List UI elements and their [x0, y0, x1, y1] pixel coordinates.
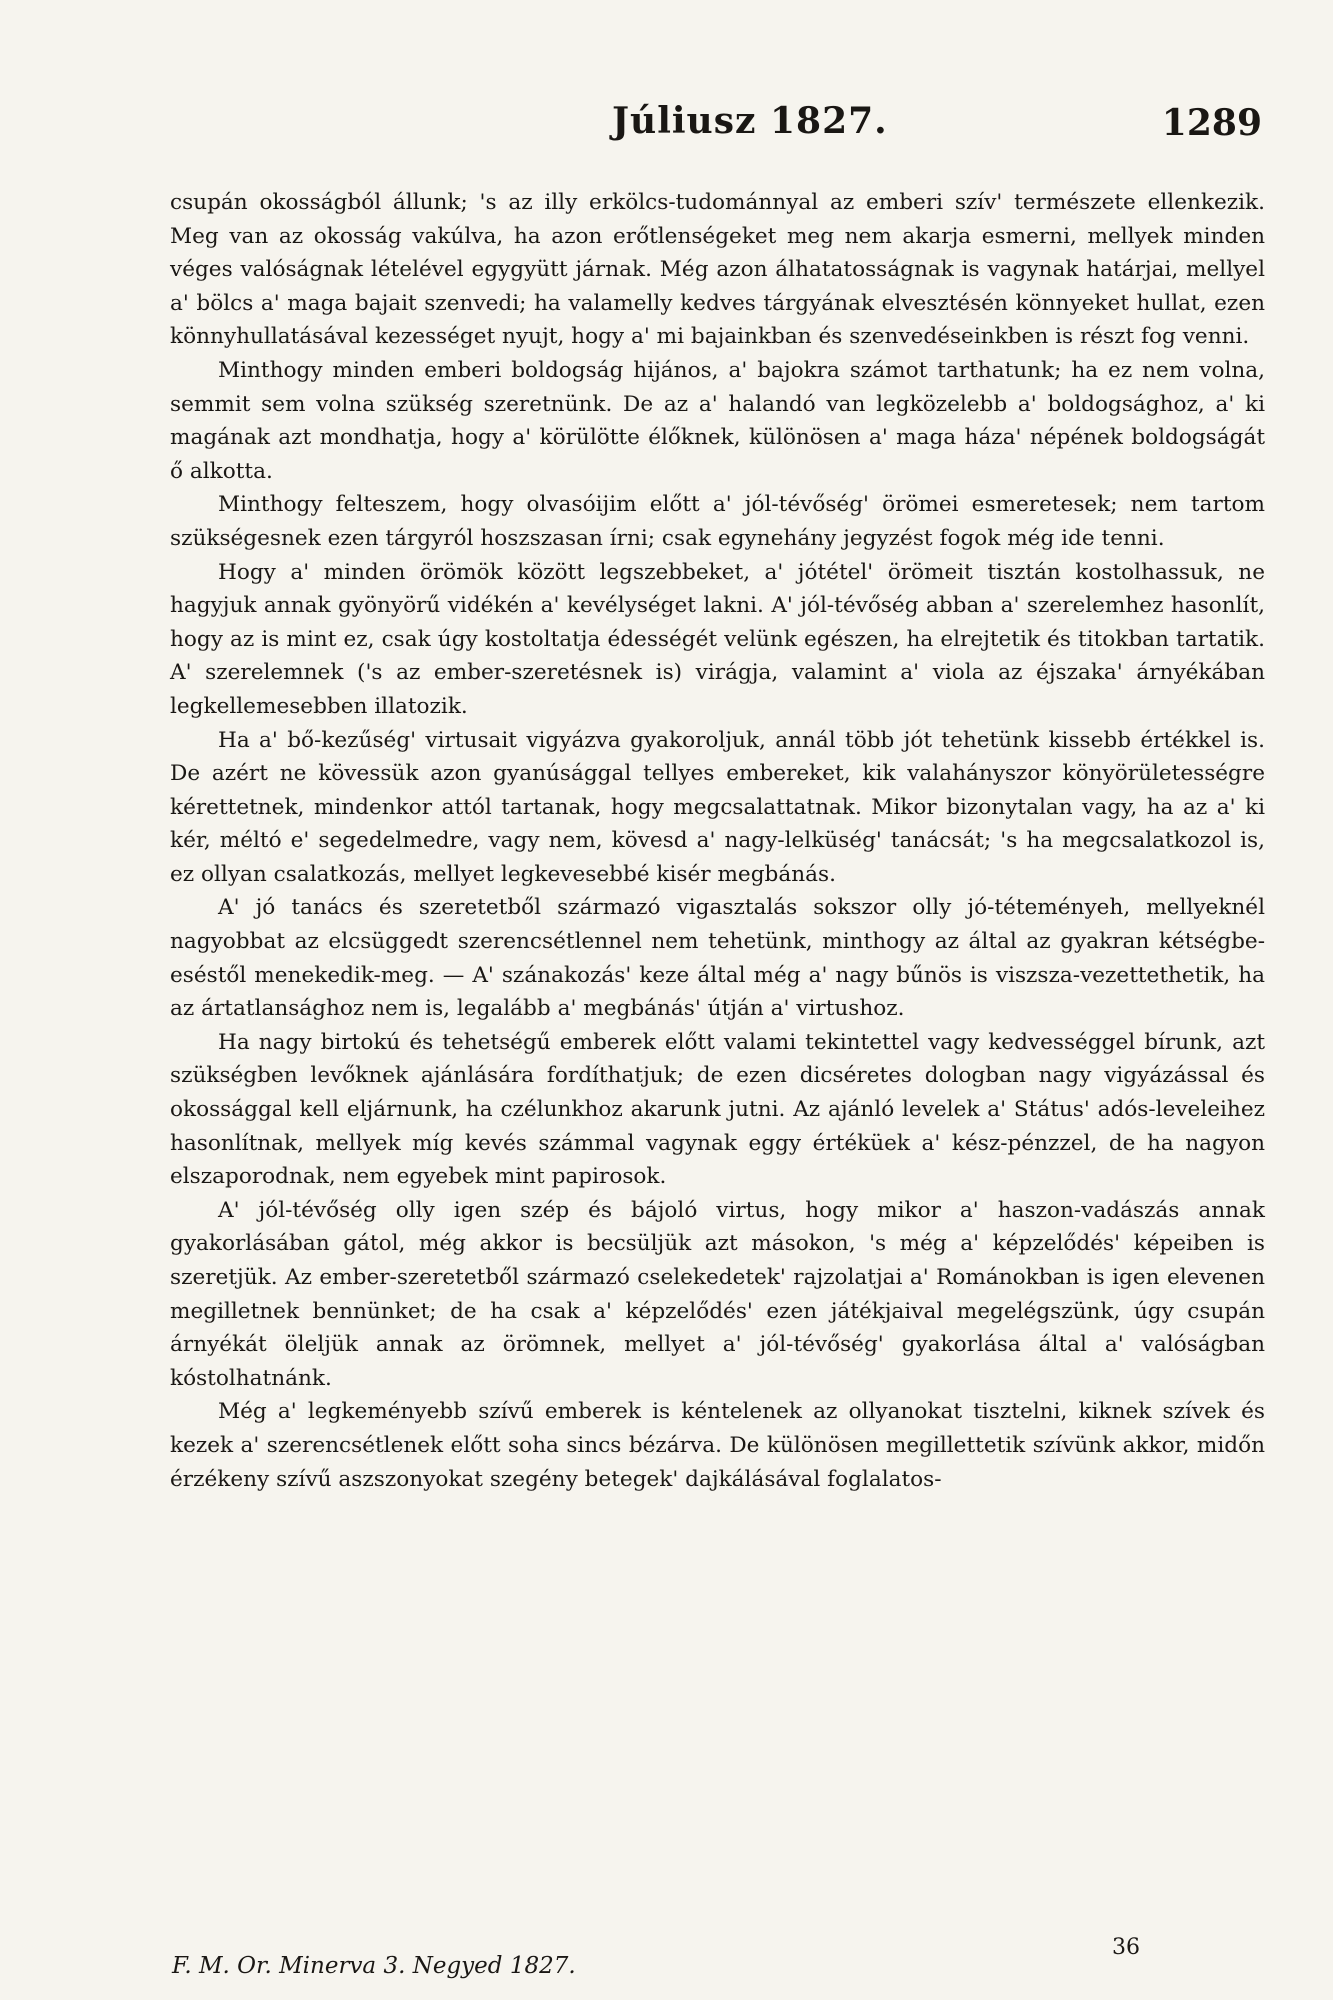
paragraph: A' jó tanács és szeretetből származó vigasztalás sokszor olly jó-téteményeh, mellyeknél nagyobbat az elcsüggedt szerencsétlennel nem tehetünk, minthogy az által az gyakran kétségbe-eséstől menekedik-meg. — A' szánakozás' keze által még a' nagy bűnös is viszsza-vezettethetik, ha az ártatlansághoz nem is, legalább a' megbánás' útján a' virtushoz.: [170, 895, 1265, 1022]
paragraph: Hogy a' minden örömök között legszebbeket, a' jótétel' örömeit tisztán kostolhassuk, ne hagyjuk annak gyönyörű vidékén a' kevélységet lakni. A' jól-tévőség abban a' szerelemhez hasonlít, hogy az is mint ez, csak úgy kostoltatja édességét velünk egészen, ha elrejtetik és titokban tartatik. A' szerelemnek ('s az ember-szeretésnek is) virágja, valamint a' viola az éjszaka' árnyékában legkellemesebben illatozik.: [170, 559, 1265, 719]
page-footer: [172, 1935, 1172, 1989]
paragraph: Még a' legkeményebb szívű emberek is kéntelenek az ollyanokat tisztelni, kiknek szívek és kezek a' szerencsétlenek előtt soha sincs bézárva. De különösen megillettetik szívünk akkor, midőn érzékeny szívű aszszonyokat szegény betegek' dajkálásával foglalatos-: [170, 1399, 1265, 1492]
sheet-number: 36: [1112, 1935, 1140, 1960]
paragraph: csupán okosságból állunk; 's az illy erkölcs-tudománnyal az emberi szív' természete ellenkezik. Meg van az okosság vakúlva, ha azon erőtlenségeket meg nem akarja esmerni, mellyek minden véges valóságnak lételével egygyütt járnak. Még azon álhatatosságnak is vagynak határjai, mellyel a' bölcs a' maga bajait szenvedi; ha valamelly kedves tárgyának elvesztésén könnyeket hullat, ezen könnyhullatásával kezességet nyujt, hogy a' mi bajainkban és szenvedéseinkben is részt fog venni.: [170, 190, 1265, 350]
paragraph: Ha nagy birtokú és tehetségű emberek előtt valami tekintettel vagy kedvességgel bírunk, azt szükségben levőknek ajánlására fordíthatjuk; de ezen dicséretes dologban nagy vigyázással és okossággal kell eljárnunk, ha czélunkhoz akarunk jutni. Az ajánló levelek a' Státus' adós-leveleihez hasonlítnak, mellyek míg kevés számmal vagynak eggy értéküek a' kész-pénzzel, de ha nagyon elszaporodnak, nem egyebek mint papirosok.: [170, 1029, 1265, 1190]
paragraph: Minthogy minden emberi boldogság hijános, a' bajokra számot tarthatunk; ha ez nem volna, semmit sem volna szükség szeretnünk. De az a' halandó van legközelebb a' boldogsághoz, a' ki magának azt mondhatja, hogy a' körülötte élőknek, különösen a' maga háza' népének boldogságát ő alkotta.: [170, 357, 1265, 484]
body-text: [170, 186, 1265, 1496]
paragraph: Minthogy felteszem, hogy olvasóijim előtt a' jól-tévőség' örömei esmeretesek; nem tartom szükségesnek ezen tárgyról hoszszasan írni; csak egynehány jegyzést fogok még ide tenni.: [170, 492, 1265, 551]
running-title: Júliusz 1827.: [612, 100, 888, 142]
printer-signature: F. M. Or. Minerva 3. Negyed 1827.: [172, 1953, 576, 1979]
page-number: 1289: [1161, 102, 1262, 144]
paragraph: Ha a' bő-kezűség' virtusait vigyázva gyakoroljuk, annál több jót tehetünk kissebb értékkel is. De azért ne kövessük azon gyanúsággal tellyes embereket, kik valahányszor könyörületességre kérettetnek, mindenkor attól tartanak, hogy megcsalattatnak. Mikor bizonytalan vagy, ha az a' ki kér, méltó e' segedelmedre, vagy nem, kövesd a' nagy-lelküség' tanácsát; 's ha megcsalatkozol is, ez ollyan csalatkozás, mellyet legkevesebbé kisér megbánás.: [170, 727, 1265, 887]
page-header: [172, 100, 1262, 160]
paragraph: A' jól-tévőség olly igen szép és bájoló virtus, hogy mikor a' haszon-vadászás annak gyakorlásában gátol, még akkor is becsüljük azt másokon, 's még a' képzelődés' képeiben is szeretjük. Az ember-szeretetből származó cselekedetek' rajzolatjai a' Románokban is igen elevenen megilletnek bennünket; de ha csak a' képzelődés' ezen játékjaival megelégszünk, úgy csupán árnyékát öleljük annak az örömnek, mellyet a' jól-tévőség' gyakorlása által a' valóságban kóstolhatnánk.: [170, 1197, 1265, 1391]
